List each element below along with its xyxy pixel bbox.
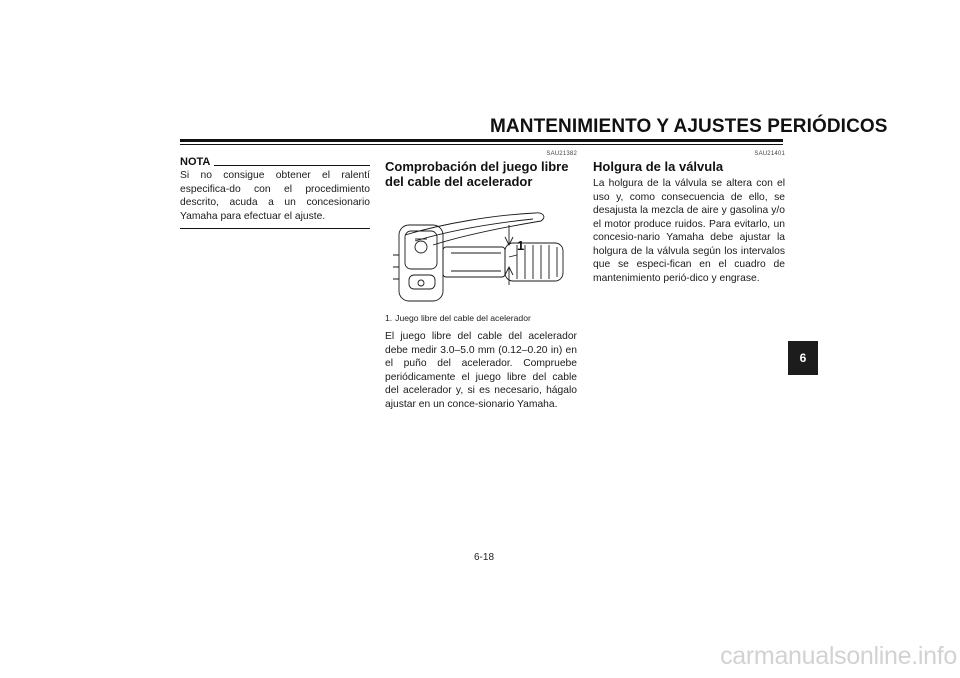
note-header xyxy=(180,156,370,168)
title-rule xyxy=(180,139,783,142)
page-number: 6-18 xyxy=(473,552,494,563)
figure-caption xyxy=(385,313,577,324)
title-rule-thin xyxy=(180,144,783,145)
section-code: SAU21401 xyxy=(754,151,785,157)
section-heading-throttle: Comprobación del juego libre del cable del acelerador xyxy=(385,159,569,189)
valve-body-text: La holgura de la válvula se altera con el uso y, como consecuencia de ello, se desajusta la mezcla de aire y gasolina y/o el motor produce ruidos. Para evitarlo, un concesio-nario Yamaha debe ajustar la holgura de la válvula según los intervalos que se especi-fican en el cuadro de mantenimiento perió-dico y engrase. xyxy=(593,178,785,284)
middle-column xyxy=(385,150,577,411)
note-end-rule xyxy=(180,228,370,229)
note-text: Si no consigue obtener el ralentí especifica-do con el procedimiento descrito, acuda a un concesionario Yamaha para efectuar el ajuste. xyxy=(180,170,370,222)
section-heading-valve: Holgura de la válvula xyxy=(593,159,724,174)
throttle-grip-figure xyxy=(385,195,577,307)
note-rule xyxy=(214,165,370,166)
caption-text: Juego libre del cable del acelerador xyxy=(395,313,531,323)
caption-number: 1. xyxy=(385,313,393,323)
note-label: NOTA xyxy=(180,156,211,168)
page-title: MANTENIMIENTO Y AJUSTES PERIÓDICOS xyxy=(490,116,888,137)
left-column xyxy=(180,156,370,229)
throttle-grip-illustration xyxy=(385,195,577,307)
throttle-body-text: El juego libre del cable del acelerador debe medir 3.0–5.0 mm (0.12–0.20 in) en el puño del acelerador. Compruebe periódicamente el juego libre del cable del acelerador y, si es necesario, hágalo ajustar en un conce-sionario Yamaha. xyxy=(385,331,577,410)
section-code: SAU21382 xyxy=(546,151,577,157)
watermark: carmanualsonline.info xyxy=(720,642,957,670)
right-column xyxy=(593,150,785,285)
chapter-tab: 6 xyxy=(788,341,818,375)
figure-callout: 1 xyxy=(517,238,525,253)
